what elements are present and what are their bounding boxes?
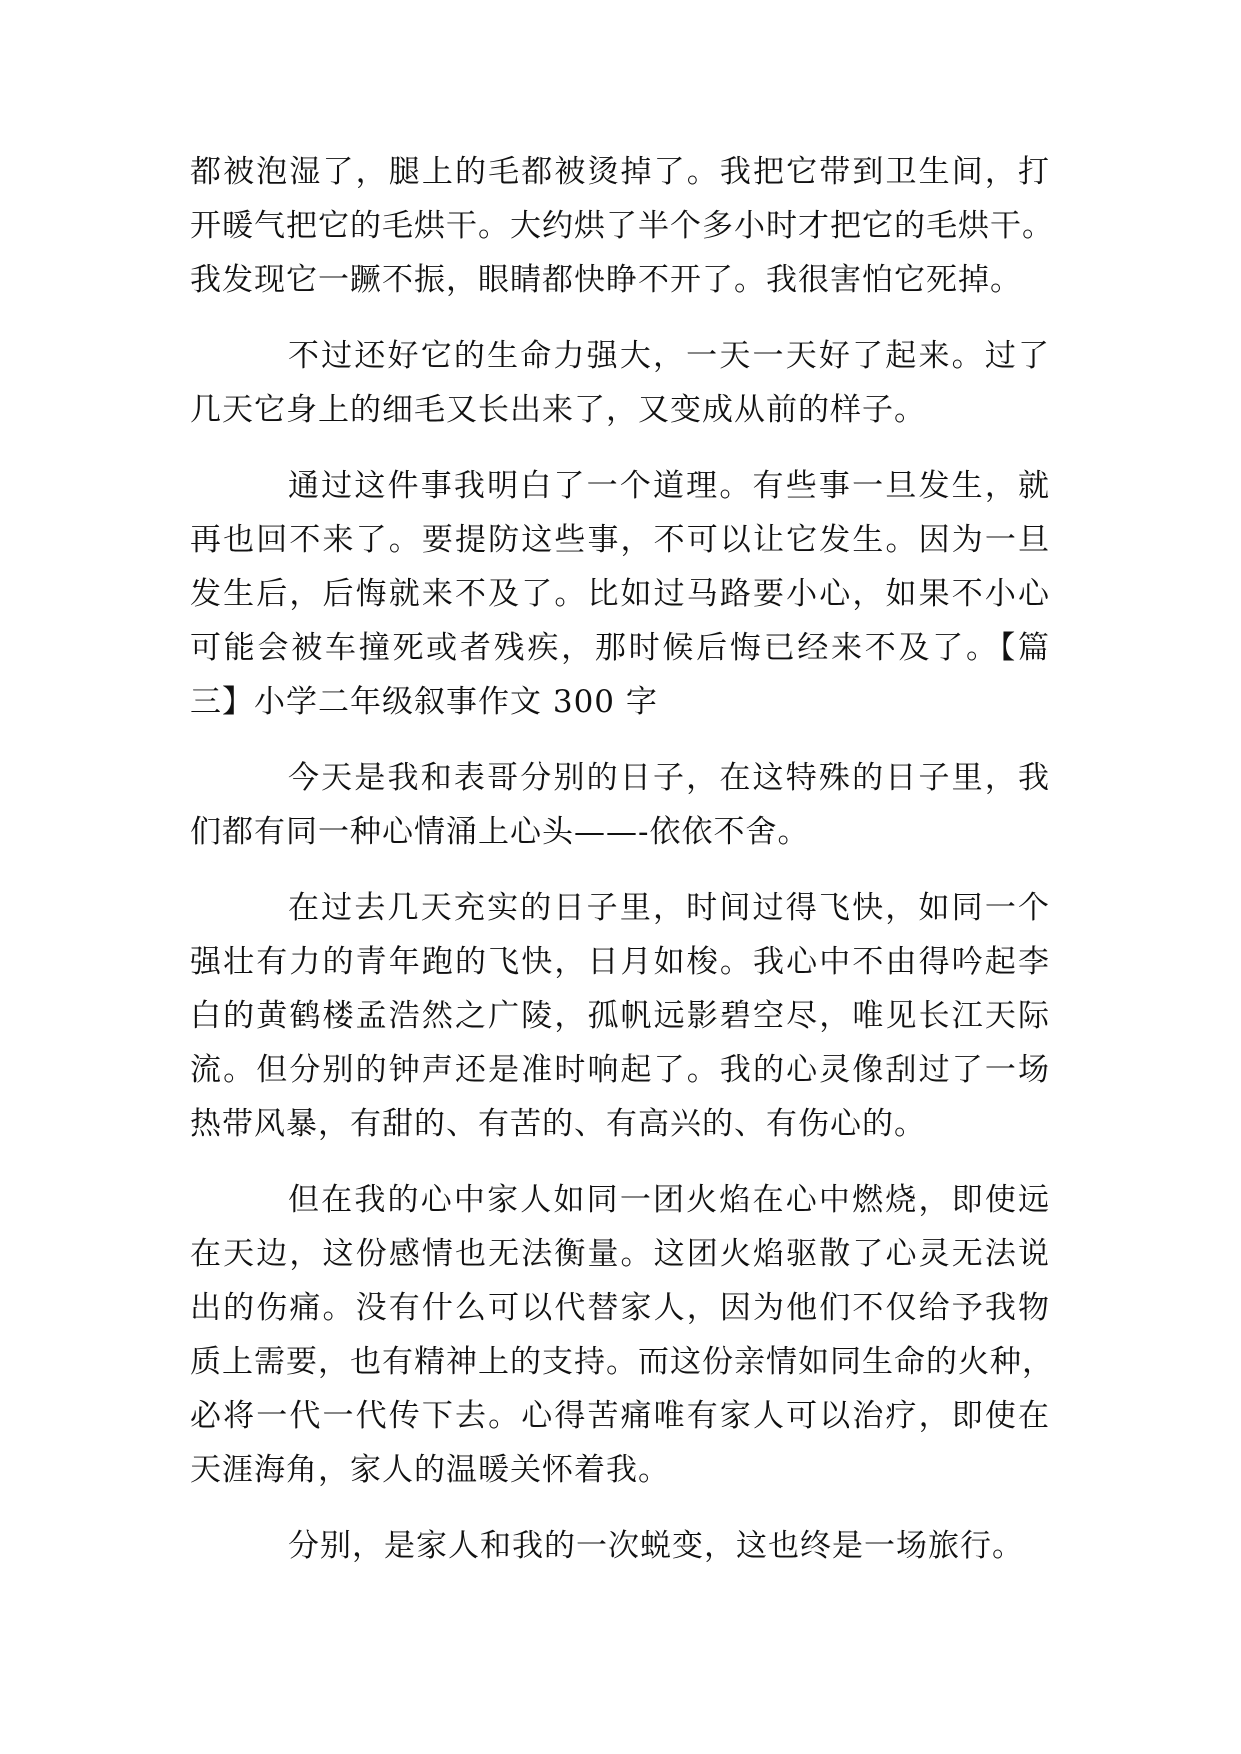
text-line: 再也回不来了。要提防这些事，不可以让它发生。因为一旦 xyxy=(190,522,1050,558)
text-line: 质上需要，也有精神上的支持。而这份亲情如同生命的火种， xyxy=(190,1344,1054,1380)
text-line: 热带风暴，有甜的、有苦的、有高兴的、有伤心的。 xyxy=(190,1106,926,1142)
text-line: 出的伤痛。没有什么可以代替家人，因为他们不仅给予我物 xyxy=(190,1290,1050,1326)
text-line: 几天它身上的细毛又长出来了，又变成从前的样子。 xyxy=(190,392,926,428)
text-line: 在天边，这份感情也无法衡量。这团火焰驱散了心灵无法说 xyxy=(190,1236,1050,1272)
section-heading-line: 三】小学二年级叙事作文 300 字 xyxy=(190,684,658,720)
text-line: 白的黄鹤楼孟浩然之广陵，孤帆远影碧空尽，唯见长江天际 xyxy=(190,998,1050,1034)
text-line: 流。但分别的钟声还是准时响起了。我的心灵像刮过了一场 xyxy=(190,1052,1050,1088)
paragraph-first-line: 分别，是家人和我的一次蜕变，这也终是一场旅行。 xyxy=(288,1528,1024,1564)
paragraph-first-line: 通过这件事我明白了一个道理。有些事一旦发生，就 xyxy=(288,468,1050,504)
text-line: 我发现它一蹶不振，眼睛都快睁不开了。我很害怕它死掉。 xyxy=(190,262,1022,298)
text-line: 开暖气把它的毛烘干。大约烘了半个多小时才把它的毛烘干。 xyxy=(190,208,1054,244)
text-line: 必将一代一代传下去。心得苦痛唯有家人可以治疗，即使在 xyxy=(190,1398,1050,1434)
text-line: 可能会被车撞死或者残疾，那时候后悔已经来不及了。【篇 xyxy=(190,630,1050,666)
text-line: 都被泡湿了，腿上的毛都被烫掉了。我把它带到卫生间，打 xyxy=(190,154,1050,190)
text-line: 发生后，后悔就来不及了。比如过马路要小心，如果不小心 xyxy=(190,576,1050,612)
text-line: 强壮有力的青年跑的飞快，日月如梭。我心中不由得吟起李 xyxy=(190,944,1050,980)
paragraph-first-line: 但在我的心中家人如同一团火焰在心中燃烧，即使远 xyxy=(288,1182,1050,1218)
text-line: 们都有同一种心情涌上心头——-依依不舍。 xyxy=(190,814,810,850)
paragraph-first-line: 不过还好它的生命力强大，一天一天好了起来。过了 xyxy=(288,338,1050,374)
text-line: 天涯海角，家人的温暖关怀着我。 xyxy=(190,1452,670,1488)
paragraph-first-line: 在过去几天充实的日子里，时间过得飞快，如同一个 xyxy=(288,890,1050,926)
paragraph-first-line: 今天是我和表哥分别的日子，在这特殊的日子里，我 xyxy=(288,760,1050,796)
